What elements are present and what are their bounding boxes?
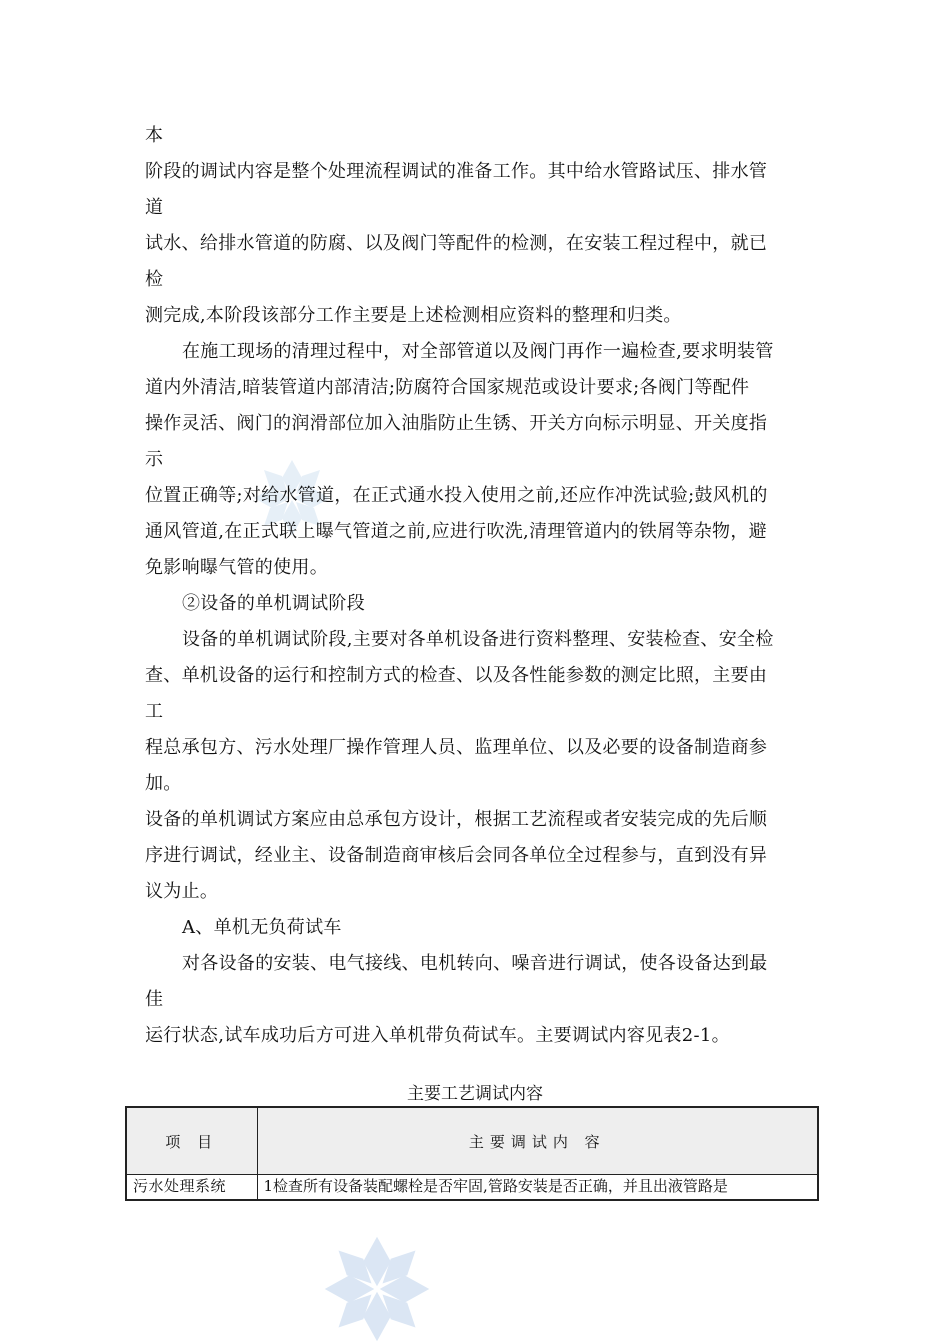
text-line: 序进行调试，经业主、设备制造商审核后会同各单位全过程参与，直到没有异 <box>145 845 768 866</box>
text-line: 免影响曝气管的使用。 <box>145 557 328 578</box>
text-line: 道 <box>145 197 164 218</box>
text-line: 试水、给排水管道的防腐、以及阀门等配件的检测，在安装工程过程中，就已 <box>145 233 768 254</box>
text-line: 在施工现场的清理过程中，对全部管道以及阀门再作一遍检查,要求明装管 <box>182 341 774 362</box>
text-line: 示 <box>145 449 164 470</box>
text-line: 通风管道,在正式联上曝气管道之前,应进行吹洗,清理管道内的铁屑等杂物，避 <box>145 521 767 542</box>
section-heading: ②设备的单机调试阶段 <box>182 593 365 614</box>
text-line: 工 <box>145 701 164 722</box>
text-line: 议为止。 <box>145 881 219 902</box>
text-line: 加。 <box>145 773 182 794</box>
table-row <box>126 1175 818 1201</box>
text-line: 佳 <box>145 989 164 1010</box>
text-line: 查、单机设备的运行和控制方式的检查、以及各性能参数的测定比照，主要由 <box>145 665 768 686</box>
snowflake-watermark-icon <box>322 1234 432 1344</box>
text-line: 道内外清洁,暗装管道内部清洁;防腐符合国家规范或设计要求;各阀门等配件 <box>145 377 750 398</box>
table-cell-content: 1检查所有设备装配螺栓是否牢固,管路安装是否正确，并且出液管路是 <box>257 1175 818 1201</box>
table-cell-item: 污水处理系统 <box>126 1175 257 1201</box>
table-header-row <box>126 1107 818 1175</box>
text-line: 程总承包方、污水处理厂操作管理人员、监理单位、以及必要的设备制造商参 <box>145 737 768 758</box>
section-heading: A、单机无负荷试车 <box>182 917 342 938</box>
text-line: 操作灵活、阀门的润滑部位加入油脂防止生锈、开关方向标示明显、开关度指 <box>145 413 768 434</box>
table-caption: 主要工艺调试内容 <box>407 1084 543 1104</box>
text-line: 设备的单机调试阶段,主要对各单机设备进行资料整理、安装检查、安全检 <box>182 629 774 650</box>
text-line: 测完成,本阶段该部分工作主要是上述检测相应资料的整理和归类。 <box>145 305 682 326</box>
text-line: 设备的单机调试方案应由总承包方设计，根据工艺流程或者安装完成的先后顺 <box>145 809 768 830</box>
process-test-table <box>125 1106 819 1201</box>
table-header-item: 项 目 <box>126 1107 257 1175</box>
text-line: 检 <box>145 269 164 290</box>
text-line: 阶段的调试内容是整个处理流程调试的准备工作。其中给水管路试压、排水管 <box>145 161 768 182</box>
text-line: 位置正确等;对给水管道，在正式通水投入使用之前,还应作冲洗试验;鼓风机的 <box>145 485 768 506</box>
text-line: 本 <box>145 125 164 146</box>
text-line: 运行状态,试车成功后方可进入单机带负荷试车。主要调试内容见表2-1。 <box>145 1025 730 1046</box>
table-header-content: 主要调试内 容 <box>257 1107 818 1175</box>
text-line: 对各设备的安装、电气接线、电机转向、噪音进行调试，使各设备达到最 <box>182 953 768 974</box>
